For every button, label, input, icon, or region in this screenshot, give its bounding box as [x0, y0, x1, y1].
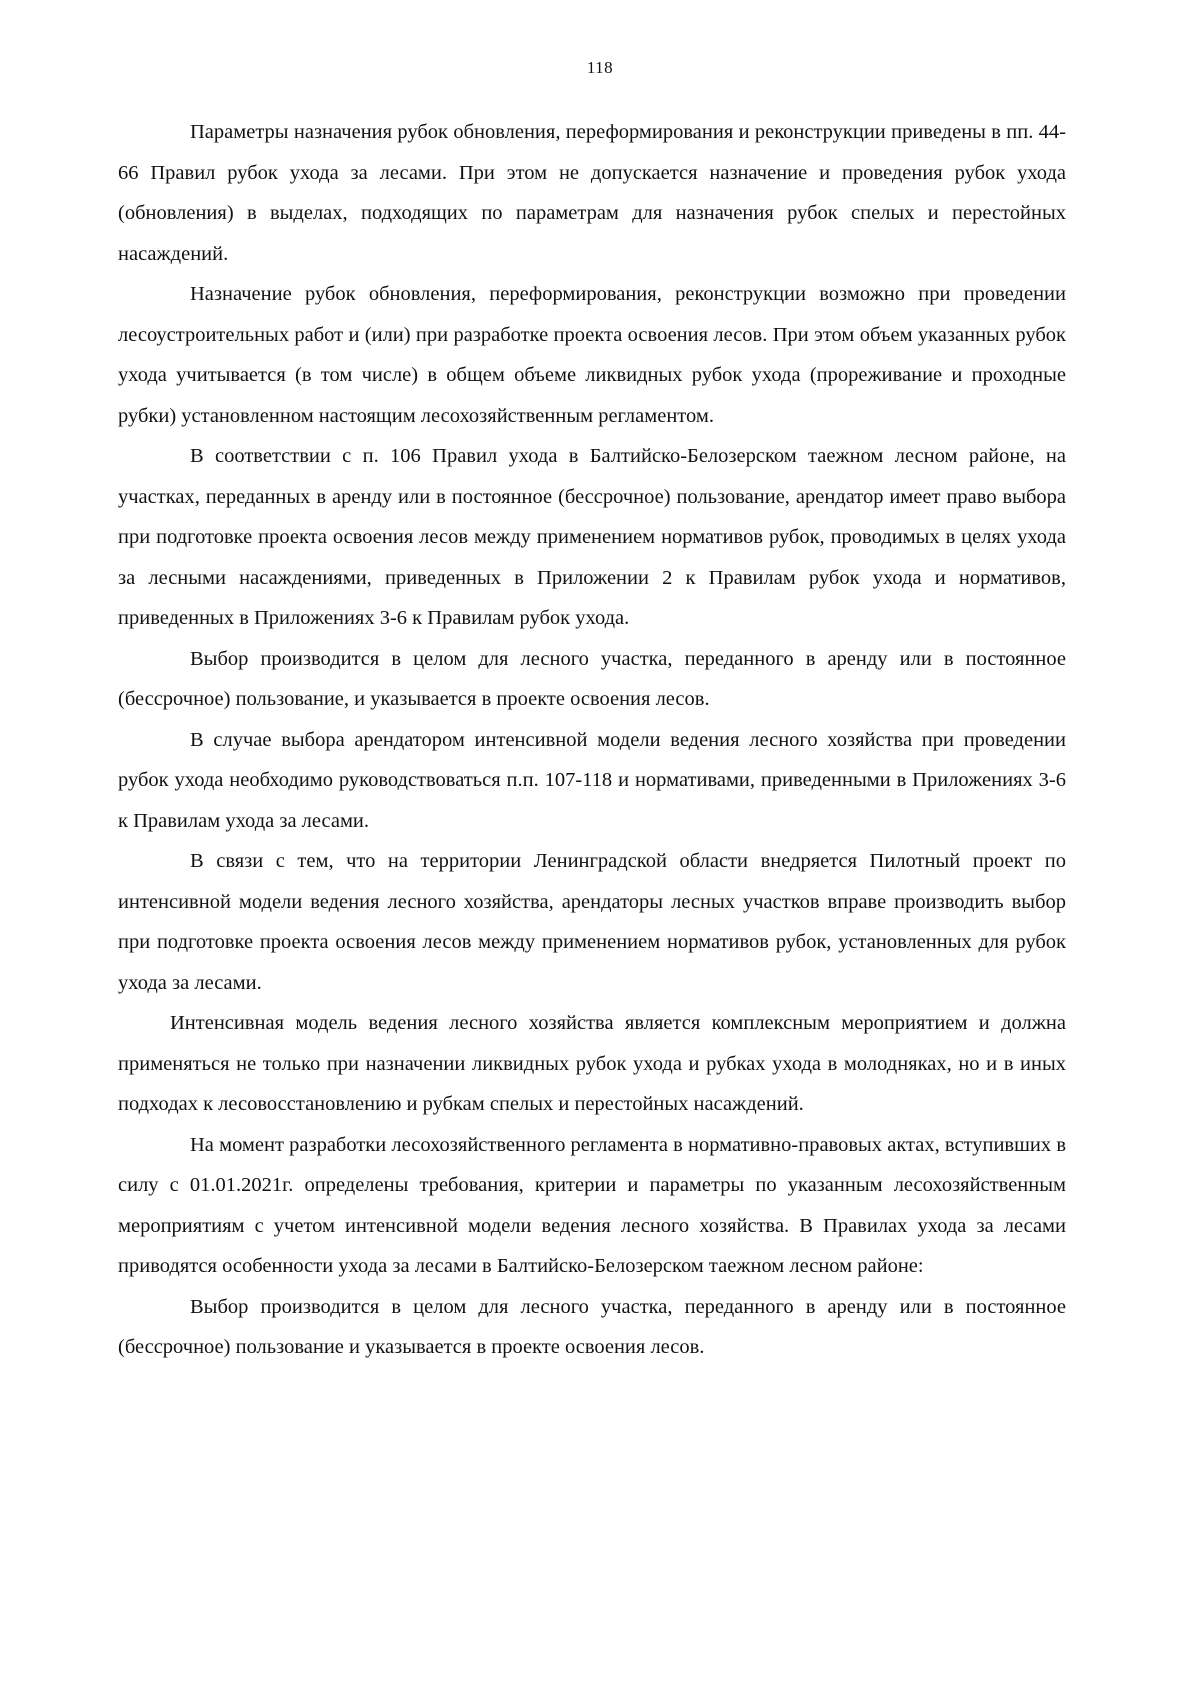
- paragraph-felling-parameters: Параметры назначения рубок обновления, переформирования и реконструкции приведены в пп. 44-66 Правил рубок ухода за лесами. При этом не допускается назначение и проведения рубок ухода (обновления) в выделах, подходящих по параметрам для назначения рубок спелых и перестойных насаждений.: [118, 121, 1066, 265]
- paragraph-intensive-model-complex: Интенсивная модель ведения лесного хозяйства является комплексным мероприятием и должна применяться не только при назначении ликвидных рубок ухода и рубках ухода в молодняках, но и в иных подходах к лесовосстановлению и рубкам спелых и перестойных насаждений.: [118, 1012, 1066, 1115]
- document-body: [118, 112, 1066, 1368]
- paragraph-choice-scope-repeat: Выбор производится в целом для лесного участка, переданного в аренду или в постоянное (бессрочное) пользование и указывается в проекте освоения лесов.: [118, 1295, 1066, 1358]
- paragraph-intensive-model-choice: В случае выбора арендатором интенсивной модели ведения лесного хозяйства при проведении рубок ухода необходимо руководствоваться п.п. 107-118 и нормативами, приведенными в Приложениях 3-6 к Правилам ухода за лесами.: [118, 728, 1066, 832]
- paragraph-tenant-choice: В соответствии с п. 106 Правил ухода в Балтийско-Белозерском таежном лесном районе, на участках, переданных в аренду или в постоянное (бессрочное) пользование, арендатор имеет право выбора при подготовке проекта освоения лесов между применением нормативов рубок, проводимых в целях ухода за лесными насаждениями, приведенных в Приложении 2 к Правилам рубок ухода и нормативов, приведенных в Приложениях 3-6 к Правилам рубок ухода.: [118, 445, 1066, 629]
- paragraph-regulation-requirements: На момент разработки лесохозяйственного регламента в нормативно-правовых актах, вступивших в силу с 01.01.2021г. определены требования, критерии и параметры по указанным лесохозяйственным мероприятиям с учетом интенсивной модели ведения лесного хозяйства. В Правилах ухода за лесами приводятся особенности ухода за лесами в Балтийско-Белозерском таежном лесном районе:: [118, 1133, 1066, 1277]
- page-number: 118: [586, 58, 614, 77]
- paragraph-choice-scope: Выбор производится в целом для лесного участка, переданного в аренду или в постоянное (бессрочное) пользование, и указывается в проекте освоения лесов.: [118, 647, 1066, 710]
- paragraph-felling-assignment: Назначение рубок обновления, переформирования, реконструкции возможно при проведении лесоустроительных работ и (или) при разработке проекта освоения лесов. При этом объем указанных рубок ухода учитывается (в том числе) в общем объеме ликвидных рубок ухода (прореживание и проходные рубки) установленном настоящим лесохозяйственным регламентом.: [118, 283, 1066, 427]
- paragraph-pilot-project: В связи с тем, что на территории Ленинградской области внедряется Пилотный проект по интенсивной модели ведения лесного хозяйства, арендаторы лесных участков вправе производить выбор при подготовке проекта освоения лесов между применением нормативов рубок, установленных для рубок ухода за лесами.: [118, 850, 1066, 994]
